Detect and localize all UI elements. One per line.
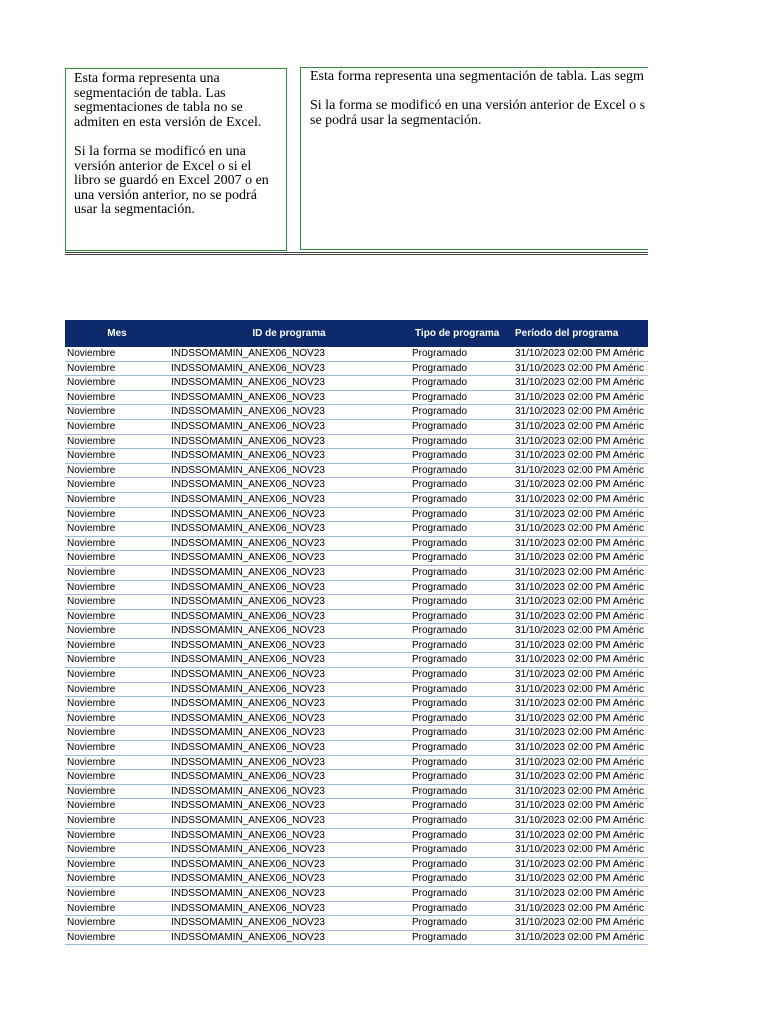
cell-mes[interactable]: Noviembre [65,886,169,901]
cell-tipo[interactable]: Programado [409,857,513,872]
table-row [65,624,656,639]
cell-tipo[interactable]: Programado [409,755,513,770]
cell-mes[interactable]: Noviembre [65,565,169,580]
cell-tipo[interactable]: Programado [409,901,513,916]
table-row [65,726,656,741]
cell-id[interactable]: INDSSOMAMIN_ANEX06_NOV23 [169,419,409,434]
cell-mes[interactable]: Noviembre [65,653,169,668]
cell-tipo[interactable]: Programado [409,668,513,683]
table-row [65,463,656,478]
slicer-compat-text [310,99,650,128]
table-row [65,668,656,683]
cell-periodo[interactable]: 31/10/2023 02:00 PM Améric [513,405,656,420]
cell-periodo[interactable]: 31/10/2023 02:00 PM Améric [513,653,656,668]
cell-mes[interactable]: Noviembre [65,799,169,814]
table-row [65,930,656,945]
table-row [65,857,656,872]
cell-mes[interactable]: Noviembre [65,376,169,391]
cell-id[interactable]: INDSSOMAMIN_ANEX06_NOV23 [169,536,409,551]
slicer-notice-text: Esta forma representa una segmentación de tabla. Las segm [310,69,644,84]
cell-mes[interactable]: Noviembre [65,492,169,507]
cell-id[interactable]: INDSSOMAMIN_ANEX06_NOV23 [169,668,409,683]
cell-id[interactable]: INDSSOMAMIN_ANEX06_NOV23 [169,726,409,741]
cell-tipo[interactable]: Programado [409,449,513,464]
table-row [65,828,656,843]
cell-periodo[interactable]: 31/10/2023 02:00 PM Améric [513,916,656,931]
cell-periodo[interactable]: 31/10/2023 02:00 PM Améric [513,595,656,610]
cell-mes[interactable]: Noviembre [65,711,169,726]
cell-id[interactable]: INDSSOMAMIN_ANEX06_NOV23 [169,595,409,610]
cell-mes[interactable]: Noviembre [65,361,169,376]
cell-id[interactable]: INDSSOMAMIN_ANEX06_NOV23 [169,434,409,449]
table-row [65,741,656,756]
cell-periodo[interactable]: 31/10/2023 02:00 PM Améric [513,390,656,405]
cell-periodo[interactable]: 31/10/2023 02:00 PM Améric [513,492,656,507]
cell-mes[interactable]: Noviembre [65,405,169,420]
table-row [65,901,656,916]
cell-id[interactable]: INDSSOMAMIN_ANEX06_NOV23 [169,784,409,799]
cell-tipo[interactable]: Programado [409,405,513,420]
cell-mes[interactable]: Noviembre [65,522,169,537]
table-row [65,405,656,420]
cell-periodo[interactable]: 31/10/2023 02:00 PM Améric [513,536,656,551]
slicer-compat-line-2: se podrá usar la segmentación. [310,112,482,128]
cell-tipo[interactable]: Programado [409,770,513,785]
table-row [65,419,656,434]
cell-tipo[interactable]: Programado [409,478,513,493]
cell-mes[interactable]: Noviembre [65,668,169,683]
cell-periodo[interactable]: 31/10/2023 02:00 PM Améric [513,930,656,945]
cell-periodo[interactable]: 31/10/2023 02:00 PM Améric [513,901,656,916]
cell-id[interactable]: INDSSOMAMIN_ANEX06_NOV23 [169,361,409,376]
cell-mes[interactable]: Noviembre [65,901,169,916]
table-row [65,886,656,901]
cell-mes[interactable]: Noviembre [65,434,169,449]
cell-periodo[interactable]: 31/10/2023 02:00 PM Améric [513,741,656,756]
cell-mes[interactable]: Noviembre [65,755,169,770]
cell-mes[interactable]: Noviembre [65,638,169,653]
cell-tipo[interactable]: Programado [409,930,513,945]
cell-id[interactable]: INDSSOMAMIN_ANEX06_NOV23 [169,624,409,639]
slicer-notice-text: Esta forma representa una segmentación de tabla. Las segmentaciones de tabla no se admiten en esta versión de Excel. [74,71,262,130]
cell-mes[interactable]: Noviembre [65,419,169,434]
cell-id[interactable]: INDSSOMAMIN_ANEX06_NOV23 [169,507,409,522]
cell-tipo[interactable]: Programado [409,638,513,653]
column-header-mes[interactable]: Mes [65,320,169,347]
cell-mes[interactable]: Noviembre [65,390,169,405]
cell-id[interactable]: INDSSOMAMIN_ANEX06_NOV23 [169,449,409,464]
cell-mes[interactable]: Noviembre [65,463,169,478]
cell-tipo[interactable]: Programado [409,872,513,887]
cell-tipo[interactable]: Programado [409,434,513,449]
cell-id[interactable]: INDSSOMAMIN_ANEX06_NOV23 [169,901,409,916]
cell-periodo[interactable]: 31/10/2023 02:00 PM Améric [513,828,656,843]
cell-tipo[interactable]: Programado [409,799,513,814]
cell-id[interactable]: INDSSOMAMIN_ANEX06_NOV23 [169,551,409,566]
cell-mes[interactable]: Noviembre [65,916,169,931]
cell-id[interactable]: INDSSOMAMIN_ANEX06_NOV23 [169,814,409,829]
cell-periodo[interactable]: 31/10/2023 02:00 PM Améric [513,857,656,872]
cell-tipo[interactable]: Programado [409,843,513,858]
cell-periodo[interactable]: 31/10/2023 02:00 PM Améric [513,419,656,434]
cell-mes[interactable]: Noviembre [65,814,169,829]
cell-periodo[interactable]: 31/10/2023 02:00 PM Améric [513,886,656,901]
table-row [65,478,656,493]
cell-periodo[interactable]: 31/10/2023 02:00 PM Améric [513,551,656,566]
table-header-row [65,320,656,347]
cell-tipo[interactable]: Programado [409,565,513,580]
cell-mes[interactable]: Noviembre [65,478,169,493]
cell-periodo[interactable]: 31/10/2023 02:00 PM Améric [513,872,656,887]
table-row [65,522,656,537]
cell-id[interactable]: INDSSOMAMIN_ANEX06_NOV23 [169,522,409,537]
cell-periodo[interactable]: 31/10/2023 02:00 PM Améric [513,638,656,653]
cell-mes[interactable]: Noviembre [65,595,169,610]
cell-tipo[interactable]: Programado [409,492,513,507]
table-row [65,682,656,697]
table-row [65,565,656,580]
table-row [65,376,656,391]
cell-mes[interactable]: Noviembre [65,857,169,872]
table-row [65,507,656,522]
cell-tipo[interactable]: Programado [409,726,513,741]
slicer-compat-line-1: Si la forma se modificó en una versión anterior de Excel o s [310,98,646,114]
cell-tipo[interactable]: Programado [409,390,513,405]
cell-id[interactable]: INDSSOMAMIN_ANEX06_NOV23 [169,930,409,945]
table-row [65,755,656,770]
cell-tipo[interactable]: Programado [409,886,513,901]
table-row [65,653,656,668]
cell-mes[interactable]: Noviembre [65,682,169,697]
table-row [65,449,656,464]
table-row [65,551,656,566]
cell-id[interactable]: INDSSOMAMIN_ANEX06_NOV23 [169,638,409,653]
cell-id[interactable]: INDSSOMAMIN_ANEX06_NOV23 [169,799,409,814]
table-row [65,347,656,361]
cell-periodo[interactable]: 31/10/2023 02:00 PM Améric [513,580,656,595]
table-row [65,697,656,712]
table-row [65,580,656,595]
cell-id[interactable]: INDSSOMAMIN_ANEX06_NOV23 [169,857,409,872]
cell-tipo[interactable]: Programado [409,814,513,829]
table-row [65,536,656,551]
cell-periodo[interactable]: 31/10/2023 02:00 PM Améric [513,726,656,741]
cell-mes[interactable]: Noviembre [65,697,169,712]
cell-id[interactable]: INDSSOMAMIN_ANEX06_NOV23 [169,886,409,901]
table-row [65,492,656,507]
table-row [65,784,656,799]
table-row [65,390,656,405]
cell-tipo[interactable]: Programado [409,653,513,668]
cell-periodo[interactable]: 31/10/2023 02:00 PM Améric [513,799,656,814]
cell-periodo[interactable]: 31/10/2023 02:00 PM Améric [513,711,656,726]
cell-mes[interactable]: Noviembre [65,930,169,945]
cell-tipo[interactable]: Programado [409,711,513,726]
cell-tipo[interactable]: Programado [409,784,513,799]
cell-id[interactable]: INDSSOMAMIN_ANEX06_NOV23 [169,741,409,756]
table-row [65,916,656,931]
cell-periodo[interactable]: 31/10/2023 02:00 PM Améric [513,682,656,697]
cell-tipo[interactable]: Programado [409,376,513,391]
table-row [65,872,656,887]
table-row [65,770,656,785]
column-header-id[interactable]: ID de programa [169,320,409,347]
cell-id[interactable]: INDSSOMAMIN_ANEX06_NOV23 [169,872,409,887]
cell-mes[interactable]: Noviembre [65,580,169,595]
cell-id[interactable]: INDSSOMAMIN_ANEX06_NOV23 [169,828,409,843]
cell-mes[interactable]: Noviembre [65,741,169,756]
cell-mes[interactable]: Noviembre [65,609,169,624]
cell-periodo[interactable]: 31/10/2023 02:00 PM Améric [513,361,656,376]
column-header-tipo[interactable]: Tipo de programa [409,320,513,347]
cell-tipo[interactable]: Programado [409,419,513,434]
table-row [65,638,656,653]
cell-periodo[interactable]: 31/10/2023 02:00 PM Améric [513,522,656,537]
cell-mes[interactable]: Noviembre [65,449,169,464]
cell-id[interactable]: INDSSOMAMIN_ANEX06_NOV23 [169,653,409,668]
cell-periodo[interactable]: 31/10/2023 02:00 PM Améric [513,434,656,449]
cell-tipo[interactable]: Programado [409,916,513,931]
sheet-border-line [65,254,648,255]
cell-periodo[interactable]: 31/10/2023 02:00 PM Améric [513,565,656,580]
cell-periodo[interactable]: 31/10/2023 02:00 PM Améric [513,755,656,770]
cell-mes[interactable]: Noviembre [65,507,169,522]
cell-tipo[interactable]: Programado [409,507,513,522]
cell-tipo[interactable]: Programado [409,697,513,712]
cell-periodo[interactable]: 31/10/2023 02:00 PM Améric [513,784,656,799]
cell-mes[interactable]: Noviembre [65,843,169,858]
table-row [65,609,656,624]
table-body [65,347,656,945]
cell-periodo[interactable]: 31/10/2023 02:00 PM Améric [513,843,656,858]
cell-id[interactable]: INDSSOMAMIN_ANEX06_NOV23 [169,347,409,361]
cell-tipo[interactable]: Programado [409,536,513,551]
cell-periodo[interactable]: 31/10/2023 02:00 PM Améric [513,449,656,464]
cell-id[interactable]: INDSSOMAMIN_ANEX06_NOV23 [169,376,409,391]
table-slicer-placeholder-right[interactable] [300,67,660,250]
cell-tipo[interactable]: Programado [409,609,513,624]
cell-id[interactable]: INDSSOMAMIN_ANEX06_NOV23 [169,478,409,493]
cell-id[interactable]: INDSSOMAMIN_ANEX06_NOV23 [169,770,409,785]
cell-id[interactable]: INDSSOMAMIN_ANEX06_NOV23 [169,711,409,726]
table-row [65,814,656,829]
cell-id[interactable]: INDSSOMAMIN_ANEX06_NOV23 [169,697,409,712]
cell-tipo[interactable]: Programado [409,522,513,537]
cell-tipo[interactable]: Programado [409,624,513,639]
cell-id[interactable]: INDSSOMAMIN_ANEX06_NOV23 [169,463,409,478]
cell-mes[interactable]: Noviembre [65,784,169,799]
cell-id[interactable]: INDSSOMAMIN_ANEX06_NOV23 [169,492,409,507]
cell-tipo[interactable]: Programado [409,682,513,697]
cell-tipo[interactable]: Programado [409,347,513,361]
cell-id[interactable]: INDSSOMAMIN_ANEX06_NOV23 [169,565,409,580]
cell-tipo[interactable]: Programado [409,741,513,756]
cell-mes[interactable]: Noviembre [65,536,169,551]
cell-periodo[interactable]: 31/10/2023 02:00 PM Améric [513,463,656,478]
cell-tipo[interactable]: Programado [409,463,513,478]
cell-mes[interactable]: Noviembre [65,726,169,741]
table-row [65,711,656,726]
table-row [65,843,656,858]
cell-mes[interactable]: Noviembre [65,828,169,843]
cell-tipo[interactable]: Programado [409,361,513,376]
cell-id[interactable]: INDSSOMAMIN_ANEX06_NOV23 [169,916,409,931]
cell-periodo[interactable]: 31/10/2023 02:00 PM Améric [513,624,656,639]
cell-periodo[interactable]: 31/10/2023 02:00 PM Améric [513,697,656,712]
table-row [65,799,656,814]
cell-mes[interactable]: Noviembre [65,770,169,785]
slicer-compat-text: Si la forma se modificó en una versión anterior de Excel o si el libro se guardó en Excel 2007 o en una versión anterior, no se podrá usar la segmentación. [74,143,269,218]
cell-mes[interactable]: Noviembre [65,551,169,566]
cell-periodo[interactable]: 31/10/2023 02:00 PM Améric [513,668,656,683]
cell-id[interactable]: INDSSOMAMIN_ANEX06_NOV23 [169,580,409,595]
table-row [65,434,656,449]
cell-periodo[interactable]: 31/10/2023 02:00 PM Améric [513,609,656,624]
cell-periodo[interactable]: 31/10/2023 02:00 PM Améric [513,376,656,391]
cell-periodo[interactable]: 31/10/2023 02:00 PM Améric [513,814,656,829]
table-row [65,595,656,610]
cell-periodo[interactable]: 31/10/2023 02:00 PM Améric [513,507,656,522]
cell-tipo[interactable]: Programado [409,595,513,610]
cell-id[interactable]: INDSSOMAMIN_ANEX06_NOV23 [169,843,409,858]
cell-id[interactable]: INDSSOMAMIN_ANEX06_NOV23 [169,390,409,405]
cell-id[interactable]: INDSSOMAMIN_ANEX06_NOV23 [169,755,409,770]
table-row [65,361,656,376]
cell-mes[interactable]: Noviembre [65,347,169,361]
page-clip-edge [648,0,768,1024]
cell-periodo[interactable]: 31/10/2023 02:00 PM Améric [513,770,656,785]
cell-tipo[interactable]: Programado [409,828,513,843]
table-slicer-placeholder-left[interactable] [65,68,287,251]
column-header-periodo[interactable]: Período del programa [513,320,656,347]
cell-tipo[interactable]: Programado [409,580,513,595]
cell-mes[interactable]: Noviembre [65,872,169,887]
program-table [65,320,656,945]
cell-id[interactable]: INDSSOMAMIN_ANEX06_NOV23 [169,609,409,624]
sheet-border-line [65,252,648,253]
cell-periodo[interactable]: 31/10/2023 02:00 PM Améric [513,478,656,493]
cell-periodo[interactable]: 31/10/2023 02:00 PM Améric [513,347,656,361]
cell-id[interactable]: INDSSOMAMIN_ANEX06_NOV23 [169,682,409,697]
cell-id[interactable]: INDSSOMAMIN_ANEX06_NOV23 [169,405,409,420]
cell-mes[interactable]: Noviembre [65,624,169,639]
cell-tipo[interactable]: Programado [409,551,513,566]
